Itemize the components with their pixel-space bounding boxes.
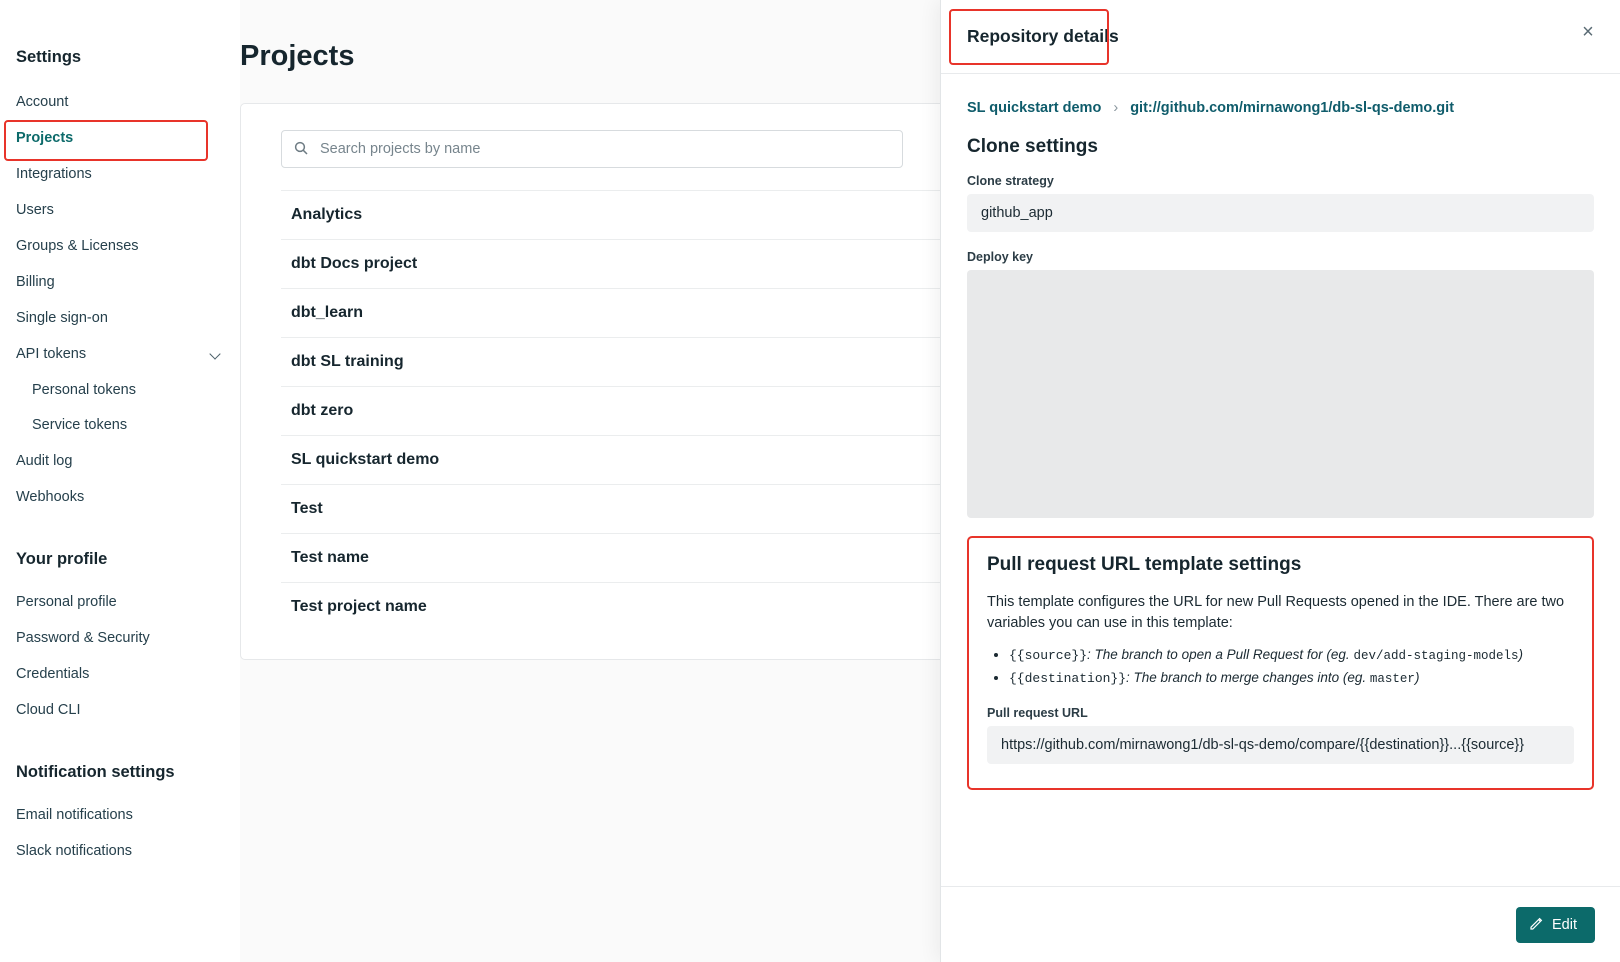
list-item[interactable]: dbt_learn (281, 288, 959, 337)
pull-request-template-section (967, 536, 1594, 790)
list-item (1009, 667, 1574, 690)
chevron-down-icon (210, 348, 224, 362)
sidebar-item-password-security[interactable] (0, 621, 240, 657)
sidebar-heading-settings: Settings (16, 48, 82, 66)
deploy-key-label: Deploy key (967, 250, 1034, 264)
drawer-body (941, 74, 1620, 886)
page-title: Projects (240, 40, 355, 72)
sidebar-item-label: Personal tokens (32, 381, 136, 398)
search-wrapper (281, 130, 903, 168)
sidebar-item-label: Single sign-on (16, 309, 108, 326)
breadcrumb-repo-url[interactable]: git://github.com/mirnawong1/db-sl-qs-demo.git (1130, 100, 1455, 116)
sidebar-item-users[interactable] (0, 193, 240, 229)
close-icon[interactable]: × (1582, 21, 1594, 43)
sidebar-item-cloud-cli[interactable] (0, 693, 240, 729)
edit-button-label: Edit (1552, 916, 1577, 933)
sidebar-item-label: Service tokens (32, 417, 128, 434)
sidebar-item-projects[interactable] (0, 121, 240, 157)
sidebar-item-label: Audit log (16, 453, 73, 470)
list-item[interactable]: Analytics (281, 190, 959, 239)
list-item[interactable]: Test (281, 484, 959, 533)
sidebar-item-label: Account (16, 94, 69, 110)
sidebar-item-personal-tokens[interactable] (0, 373, 240, 409)
variable-destination-close: ) (1414, 669, 1420, 685)
sidebar-item-credentials[interactable] (0, 657, 240, 693)
sidebar-item-label: Personal profile (16, 594, 117, 611)
sidebar-item-api-tokens[interactable] (0, 337, 240, 373)
pull-request-description: This template configures the URL for new Pull Requests opened in the IDE. There are two variables you can use in this template: (987, 594, 1565, 632)
variable-source: {{source}} (1009, 648, 1088, 664)
clone-strategy-value: github_app (967, 194, 1594, 232)
sidebar-item-groups-licenses[interactable] (0, 229, 240, 265)
sidebar-item-label: Email notifications (16, 807, 133, 823)
list-item[interactable]: dbt Docs project (281, 239, 959, 288)
search-input[interactable] (281, 130, 903, 168)
clone-settings-title: Clone settings (967, 136, 1098, 157)
variable-source-text: : The branch to open a Pull Request for (eg. (1087, 647, 1354, 663)
breadcrumb (967, 100, 1594, 116)
sidebar-item-label: Groups & Licenses (16, 237, 139, 254)
sidebar-item-label: Projects (16, 129, 74, 146)
sidebar-item-label: Users (16, 201, 54, 218)
sidebar-heading-your-profile: Your profile (16, 550, 108, 569)
sidebar-item-integrations[interactable] (0, 157, 240, 193)
sidebar-item-service-tokens[interactable] (0, 408, 240, 444)
main-content (240, 0, 940, 962)
sidebar-item-audit-log[interactable] (0, 444, 240, 480)
sidebar-item-label: Billing (16, 273, 55, 290)
settings-sidebar (0, 0, 240, 962)
sidebar-item-label: Integrations (16, 165, 92, 182)
clone-strategy-label: Clone strategy (967, 174, 1054, 188)
sidebar-item-account[interactable] (0, 85, 240, 121)
sidebar-item-billing[interactable] (0, 265, 240, 301)
sidebar-item-label: Slack notifications (16, 842, 133, 859)
variable-destination-text: : The branch to merge changes into (eg. (1126, 669, 1370, 685)
sidebar-item-label: Password & Security (16, 630, 150, 647)
search-icon (294, 141, 308, 155)
pull-request-title: Pull request URL template settings (987, 554, 1302, 575)
list-item[interactable]: Test project name (281, 582, 959, 631)
repository-details-drawer (940, 0, 1620, 962)
edit-button[interactable] (1516, 907, 1595, 943)
sidebar-item-webhooks[interactable] (0, 480, 240, 516)
pull-request-url-value: https://github.com/mirnawong1/db-sl-qs-demo/compare/{{destination}}...{{source}} (987, 726, 1574, 764)
drawer-header (941, 0, 1620, 74)
variable-destination-example: master (1369, 671, 1415, 686)
sidebar-item-email-notifications[interactable] (0, 798, 240, 834)
variable-source-close: ) (1518, 647, 1523, 663)
breadcrumb-project[interactable]: SL quickstart demo (967, 100, 1102, 116)
drawer-title: Repository details (967, 26, 1119, 46)
list-item[interactable]: dbt SL training (281, 337, 959, 386)
variable-source-example: dev/add-staging-models (1353, 649, 1519, 664)
deploy-key-value (967, 270, 1594, 518)
pencil-icon (1530, 916, 1544, 934)
projects-panel (240, 103, 1000, 660)
sidebar-item-label: Cloud CLI (16, 702, 81, 719)
drawer-footer (941, 886, 1620, 962)
list-item[interactable]: Test name (281, 533, 959, 582)
pull-request-variables-list (987, 644, 1574, 690)
sidebar-item-single-sign-on[interactable] (0, 301, 240, 337)
list-item[interactable]: SL quickstart demo (281, 435, 959, 484)
breadcrumb-separator: › (1113, 100, 1119, 116)
list-item (1009, 644, 1574, 667)
sidebar-item-slack-notifications[interactable] (0, 834, 240, 870)
sidebar-heading-notification-settings: Notification settings (16, 763, 175, 781)
sidebar-item-personal-profile[interactable] (0, 585, 240, 621)
sidebar-item-label: Webhooks (16, 489, 85, 506)
sidebar-item-label: API tokens (16, 345, 87, 362)
sidebar-item-label: Credentials (16, 666, 90, 683)
list-item[interactable]: dbt zero (281, 386, 959, 435)
pull-request-url-label: Pull request URL (987, 705, 1088, 720)
variable-destination: {{destination}} (1009, 670, 1127, 686)
